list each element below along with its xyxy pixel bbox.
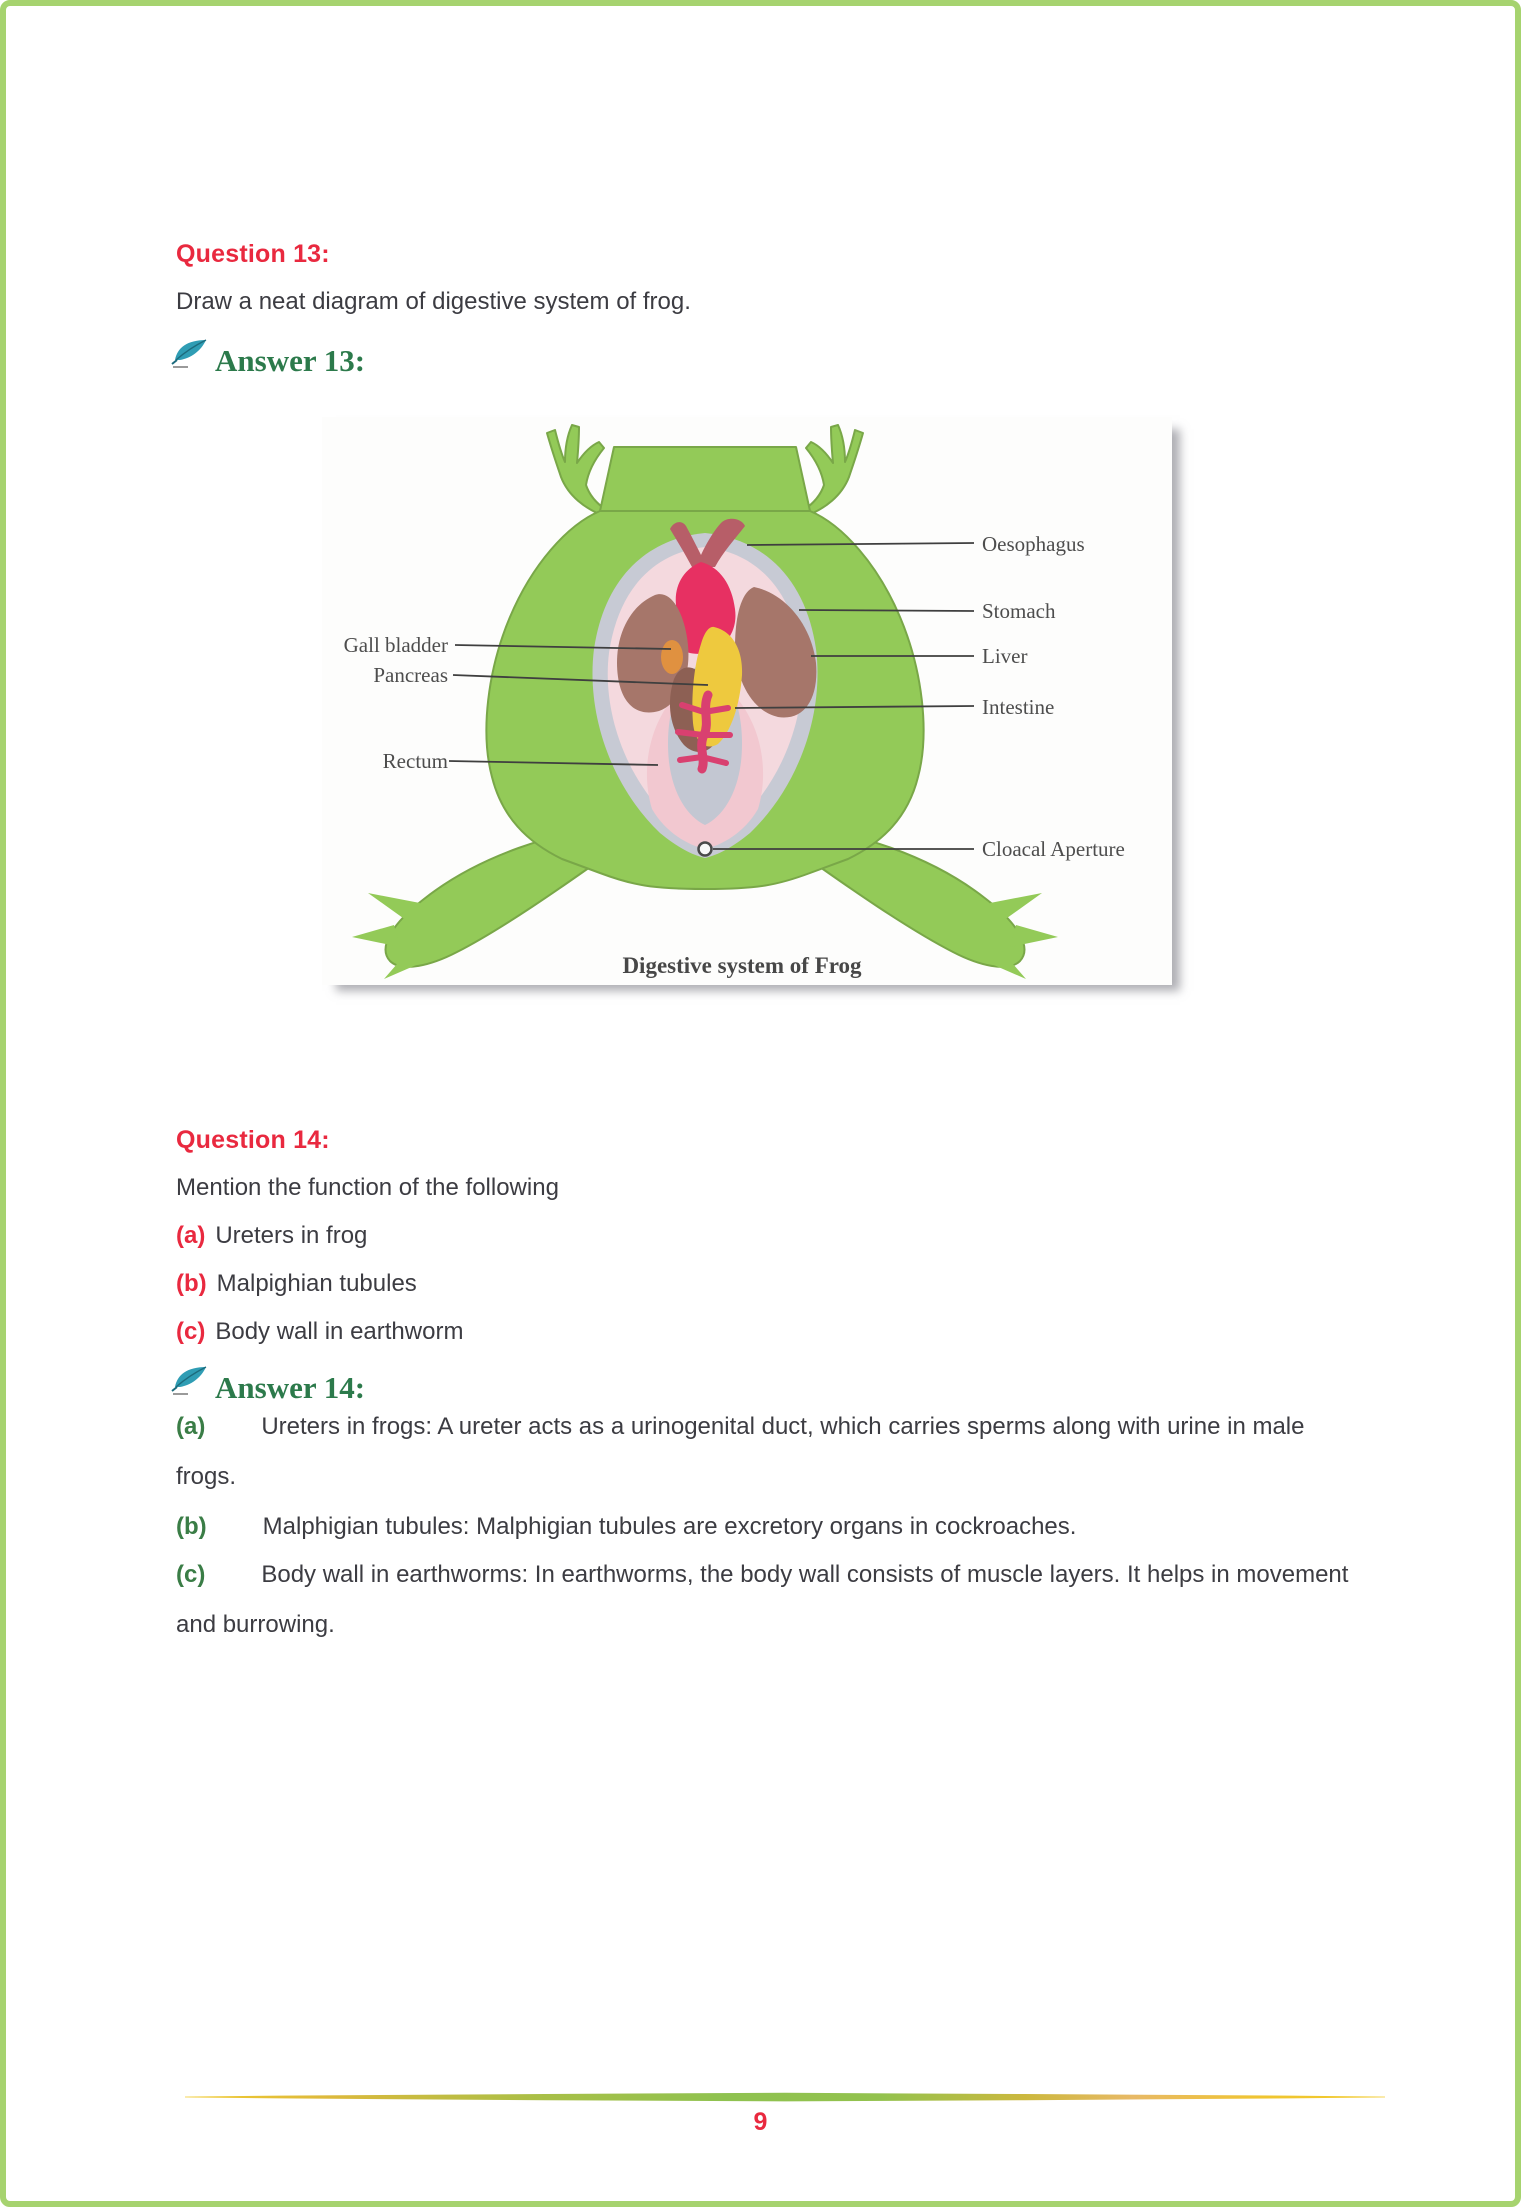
item-letter: (c) <box>176 1318 206 1345</box>
leaf-stem <box>172 360 177 364</box>
answer-14-heading <box>170 1360 365 1406</box>
question-item-c <box>176 1318 463 1346</box>
answer-13-label: Answer 13: <box>215 343 366 378</box>
frog-digestive-figure <box>322 417 1172 985</box>
label-rectum: Rectum <box>382 749 448 773</box>
question-item-b <box>176 1270 417 1298</box>
answer-letter: (a) <box>176 1413 206 1440</box>
label-cloacal-aperture: Cloacal Aperture <box>982 837 1125 861</box>
label-intestine: Intestine <box>982 695 1055 719</box>
question-13-heading: Question 13: <box>176 240 330 268</box>
leaf-icon <box>170 337 212 383</box>
label-liver: Liver <box>982 644 1028 668</box>
item-letter: (b) <box>176 1270 207 1297</box>
answer-letter: (c) <box>176 1561 206 1588</box>
answer-13-heading <box>170 333 365 379</box>
item-text: Malpighian tubules <box>216 1270 417 1297</box>
footer-divider-line <box>185 2092 1385 2102</box>
answer-text: Ureters in frogs: A ureter acts as a urinogenital duct, which carries sperms along with urine in male frogs. <box>176 1413 1305 1490</box>
answer-text: Malphigian tubules: Malphigian tubules are excretory organs in cockroaches. <box>262 1513 1077 1540</box>
answer-letter: (b) <box>176 1513 207 1540</box>
answer-item-b <box>176 1502 1366 1552</box>
label-stomach: Stomach <box>982 599 1056 623</box>
question-14-intro: Mention the function of the following <box>176 1174 559 1201</box>
leaf-stem <box>172 1387 177 1391</box>
stomach-pointer-line <box>799 610 974 611</box>
question-item-a <box>176 1222 367 1250</box>
answer-item-c <box>176 1550 1366 1650</box>
label-pancreas: Pancreas <box>373 663 448 687</box>
gall-bladder-shape <box>661 640 683 674</box>
frog-diagram <box>322 417 1172 985</box>
answer-14-label: Answer 14: <box>215 1370 366 1405</box>
cloacal-aperture-shape <box>699 843 712 856</box>
figure-caption: Digestive system of Frog <box>622 953 862 978</box>
item-text: Ureters in frog <box>215 1222 368 1249</box>
answer-text: Body wall in earthworms: In earthworms, the body wall consists of muscle layers. It helps in movement and burrowing. <box>176 1561 1349 1638</box>
question-14-heading: Question 14: <box>176 1126 330 1154</box>
answer-item-a <box>176 1402 1366 1502</box>
item-text: Body wall in earthworm <box>215 1318 464 1345</box>
label-gall-bladder: Gall bladder <box>343 633 448 657</box>
page-number: 9 <box>753 2108 768 2136</box>
question-13-text: Draw a neat diagram of digestive system of frog. <box>176 288 691 315</box>
label-oesophagus: Oesophagus <box>982 532 1085 556</box>
item-letter: (a) <box>176 1222 206 1249</box>
frog-head <box>600 447 810 511</box>
